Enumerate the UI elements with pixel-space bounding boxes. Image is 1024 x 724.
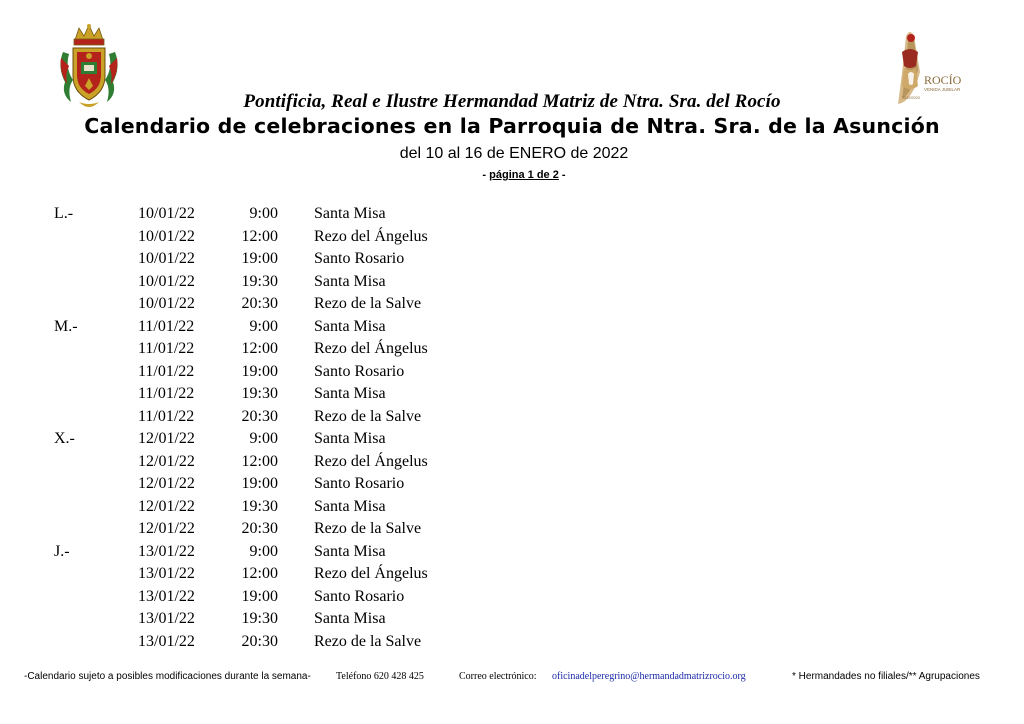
schedule-row	[0, 383, 600, 406]
event-cell: Santa Misa	[314, 542, 386, 560]
schedule-row	[0, 563, 600, 586]
date-cell: 13/01/22	[138, 565, 195, 582]
date-cell: 12/01/22	[138, 475, 195, 492]
time-cell: 20:30	[241, 407, 278, 425]
event-cell: Santa Misa	[314, 205, 386, 222]
time-cell: 20:30	[241, 520, 278, 537]
time-cell: 12:00	[241, 565, 278, 582]
date-cell: 12/01/22	[138, 497, 195, 515]
date-cell: 13/01/22	[138, 610, 195, 627]
date-cell: 13/01/22	[138, 587, 195, 605]
day-abbrev: J.-	[54, 542, 70, 560]
date-cell: 11/01/22	[138, 362, 195, 380]
svg-text:ROCÍO: ROCÍO	[924, 73, 962, 87]
schedule-row	[0, 226, 600, 249]
date-cell: 10/01/22	[138, 250, 195, 267]
time-cell: 19:30	[241, 385, 278, 402]
time-cell: 20:30	[241, 295, 278, 312]
date-cell: 11/01/22	[138, 385, 195, 402]
svg-text:VENIDA JUBILAR: VENIDA JUBILAR	[924, 87, 961, 92]
event-cell: Santa Misa	[314, 610, 386, 627]
event-cell: Rezo del Ángelus	[314, 340, 428, 357]
date-cell: 10/01/22	[138, 227, 195, 245]
footer-legend: * Hermandades no filiales/** Agrupaciones	[792, 671, 980, 682]
schedule-row	[0, 406, 600, 429]
date-cell: 10/01/22	[138, 205, 195, 222]
event-cell: Rezo de la Salve	[314, 295, 422, 312]
date-cell: 12/01/22	[138, 430, 195, 447]
page-indicator-suffix: -	[558, 169, 566, 181]
schedule-row	[0, 541, 600, 564]
time-cell: 12:00	[241, 340, 278, 357]
schedule-row	[0, 586, 600, 609]
time-cell: 19:00	[241, 475, 278, 492]
time-cell: 19:00	[241, 587, 278, 605]
time-cell: 19:30	[241, 272, 278, 290]
schedule-row	[0, 518, 600, 541]
page-indicator-label: página 1 de 2	[489, 169, 559, 181]
event-cell: Santa Misa	[314, 430, 386, 447]
schedule-table	[0, 203, 600, 653]
time-cell: 19:30	[241, 610, 278, 627]
footer-email-link[interactable]: oficinadelperegrino@hermandadmatrizrocio.org	[552, 671, 746, 682]
schedule-row	[0, 248, 600, 271]
date-range: del 10 al 16 de ENERO de 2022	[399, 145, 629, 162]
page-indicator	[0, 169, 1024, 181]
page-title: Calendario de celebraciones en la Parroquia de Ntra. Sra. de la Asunción	[84, 114, 940, 138]
date-cell: 13/01/22	[138, 632, 195, 650]
event-cell: Rezo del Ángelus	[314, 227, 428, 245]
schedule-row	[0, 451, 600, 474]
footer-phone: Teléfono 620 428 425	[336, 671, 424, 682]
schedule-row	[0, 473, 600, 496]
schedule-row	[0, 496, 600, 519]
time-cell: 19:00	[241, 250, 278, 267]
time-cell: 12:00	[241, 227, 278, 245]
date-cell: 10/01/22	[138, 272, 195, 290]
time-cell: 9:00	[249, 542, 278, 560]
schedule-row	[0, 203, 600, 226]
event-cell: Rezo de la Salve	[314, 632, 422, 650]
time-cell: 9:00	[249, 205, 278, 222]
date-cell: 11/01/22	[138, 340, 195, 357]
event-cell: Santo Rosario	[314, 250, 405, 267]
schedule-row	[0, 428, 600, 451]
date-cell: 11/01/22	[138, 317, 195, 335]
schedule-row	[0, 338, 600, 361]
schedule-row	[0, 361, 600, 384]
event-cell: Santa Misa	[314, 317, 386, 335]
footer	[0, 671, 1024, 685]
date-cell: 12/01/22	[138, 452, 195, 470]
event-cell: Rezo de la Salve	[314, 407, 422, 425]
date-cell: 10/01/22	[138, 295, 195, 312]
event-cell: Santo Rosario	[314, 587, 405, 605]
footer-email-label: Correo electrónico:	[459, 671, 537, 682]
event-cell: Santo Rosario	[314, 475, 405, 492]
schedule-row	[0, 316, 600, 339]
day-abbrev: L.-	[54, 205, 74, 222]
event-cell: Rezo de la Salve	[314, 520, 422, 537]
schedule-row	[0, 293, 600, 316]
time-cell: 19:30	[241, 497, 278, 515]
event-cell: Santa Misa	[314, 272, 386, 290]
time-cell: 20:30	[241, 632, 278, 650]
schedule-row	[0, 271, 600, 294]
brotherhood-name: Pontificia, Real e Ilustre Hermandad Matriz de Ntra. Sra. del Rocío	[243, 91, 781, 112]
event-cell: Rezo del Ángelus	[314, 565, 428, 582]
date-cell: 12/01/22	[138, 520, 195, 537]
date-cell: 11/01/22	[138, 407, 195, 425]
time-cell: 9:00	[249, 317, 278, 335]
event-cell: Santa Misa	[314, 385, 386, 402]
day-abbrev: X.-	[54, 430, 75, 447]
date-cell: 13/01/22	[138, 542, 195, 560]
schedule-row	[0, 631, 600, 654]
footer-disclaimer: -Calendario sujeto a posibles modificaciones durante la semana-	[24, 671, 311, 682]
time-cell: 12:00	[241, 452, 278, 470]
day-abbrev: M.-	[54, 317, 78, 335]
schedule-row	[0, 608, 600, 631]
event-cell: Santo Rosario	[314, 362, 405, 380]
page-indicator-prefix: -	[482, 169, 490, 181]
event-cell: Santa Misa	[314, 497, 386, 515]
svg-text:2019/2020: 2019/2020	[902, 96, 920, 100]
event-cell: Rezo del Ángelus	[314, 452, 428, 470]
time-cell: 19:00	[241, 362, 278, 380]
time-cell: 9:00	[249, 430, 278, 447]
